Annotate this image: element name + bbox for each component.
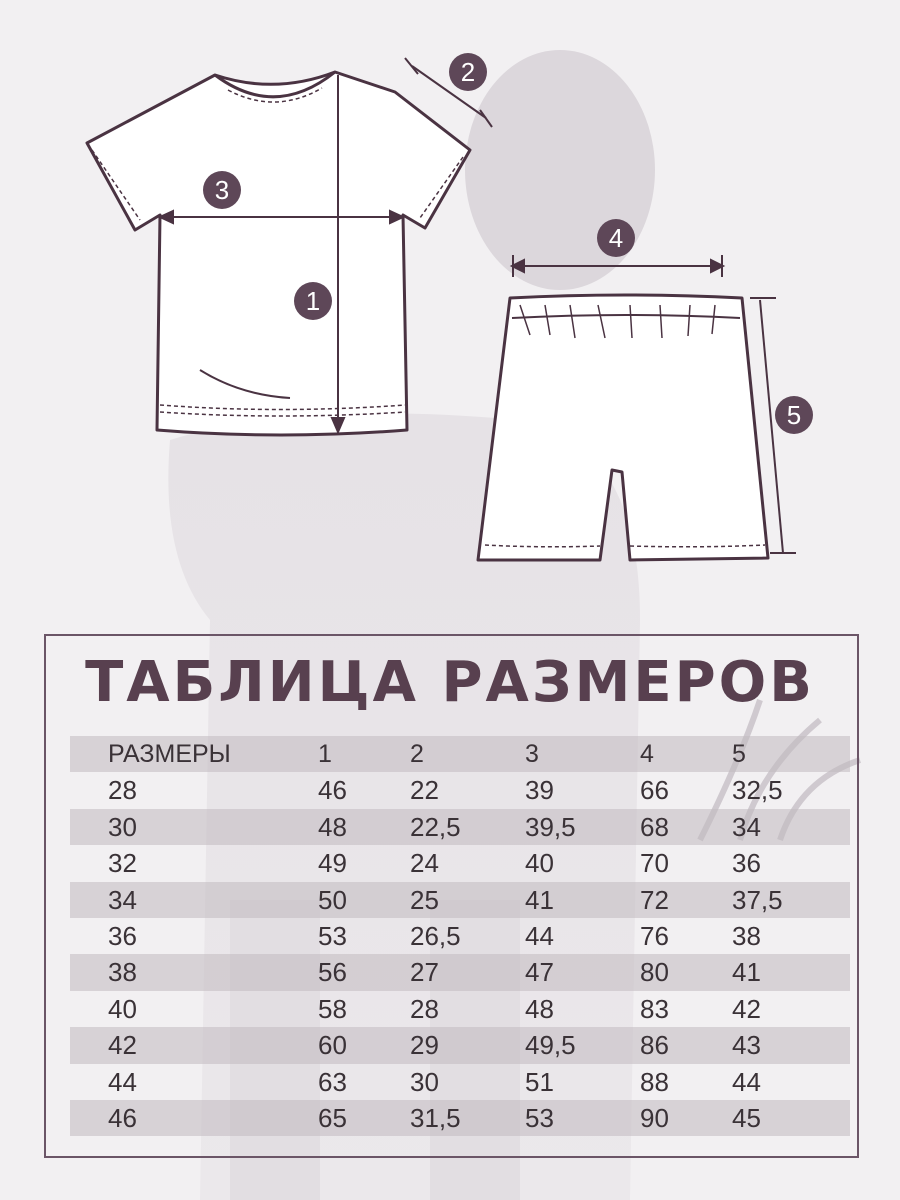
table-cell: 39 xyxy=(525,775,554,806)
table-cell: 63 xyxy=(318,1066,347,1097)
table-cell: 39,5 xyxy=(525,811,576,842)
table-cell: 30 xyxy=(410,1066,439,1097)
table-cell: 51 xyxy=(525,1066,554,1097)
table-cell: 58 xyxy=(318,993,347,1024)
table-cell: 41 xyxy=(525,884,554,915)
table-cell: 44 xyxy=(525,920,554,951)
table-cell: 48 xyxy=(525,993,554,1024)
table-cell: 24 xyxy=(410,848,439,879)
table-cell: 70 xyxy=(640,848,669,879)
measure-marker-3: 3 xyxy=(203,171,241,209)
table-cell: 30 xyxy=(108,811,137,842)
table-cell: 32 xyxy=(108,848,137,879)
table-row xyxy=(70,772,850,808)
table-row xyxy=(70,882,850,918)
table-cell: 49,5 xyxy=(525,1030,576,1061)
header-cell: 4 xyxy=(640,740,654,768)
table-cell: 65 xyxy=(318,1102,347,1133)
table-cell: 42 xyxy=(732,993,761,1024)
table-cell: 29 xyxy=(410,1030,439,1061)
table-header-row xyxy=(70,736,850,772)
table-cell: 68 xyxy=(640,811,669,842)
table-cell: 32,5 xyxy=(732,775,783,806)
table-cell: 44 xyxy=(732,1066,761,1097)
table-cell: 42 xyxy=(108,1030,137,1061)
header-cell: РАЗМЕРЫ xyxy=(108,740,231,768)
table-cell: 25 xyxy=(410,884,439,915)
table-cell: 72 xyxy=(640,884,669,915)
table-cell: 40 xyxy=(108,993,137,1024)
table-cell: 41 xyxy=(732,957,761,988)
header-cell: 3 xyxy=(525,740,539,768)
table-cell: 83 xyxy=(640,993,669,1024)
table-cell: 26,5 xyxy=(410,920,461,951)
measure-marker-5: 5 xyxy=(775,396,813,434)
table-cell: 38 xyxy=(732,920,761,951)
table-cell: 50 xyxy=(318,884,347,915)
header-cell: 2 xyxy=(410,740,424,768)
table-cell: 34 xyxy=(108,884,137,915)
table-cell: 22 xyxy=(410,775,439,806)
table-cell: 66 xyxy=(640,775,669,806)
table-cell: 28 xyxy=(410,993,439,1024)
table-row xyxy=(70,1027,850,1063)
table-cell: 80 xyxy=(640,957,669,988)
table-cell: 48 xyxy=(318,811,347,842)
table-cell: 56 xyxy=(318,957,347,988)
table-cell: 45 xyxy=(732,1102,761,1133)
size-table xyxy=(70,736,850,1136)
shorts-outline xyxy=(478,295,768,560)
table-row xyxy=(70,1100,850,1136)
measure-marker-4: 4 xyxy=(597,219,635,257)
measure-marker-2: 2 xyxy=(449,53,487,91)
table-cell: 22,5 xyxy=(410,811,461,842)
table-cell: 36 xyxy=(108,920,137,951)
table-cell: 38 xyxy=(108,957,137,988)
table-cell: 88 xyxy=(640,1066,669,1097)
table-cell: 34 xyxy=(732,811,761,842)
table-row xyxy=(70,845,850,881)
table-cell: 60 xyxy=(318,1030,347,1061)
tshirt-outline xyxy=(87,72,470,435)
table-cell: 47 xyxy=(525,957,554,988)
table-cell: 43 xyxy=(732,1030,761,1061)
table-cell: 46 xyxy=(108,1102,137,1133)
table-cell: 40 xyxy=(525,848,554,879)
measure-marker-1: 1 xyxy=(294,282,332,320)
table-cell: 53 xyxy=(318,920,347,951)
header-cell: 5 xyxy=(732,740,746,768)
table-cell: 36 xyxy=(732,848,761,879)
table-cell: 37,5 xyxy=(732,884,783,915)
table-row xyxy=(70,918,850,954)
table-row xyxy=(70,991,850,1027)
table-cell: 27 xyxy=(410,957,439,988)
table-cell: 46 xyxy=(318,775,347,806)
table-row xyxy=(70,809,850,845)
table-row xyxy=(70,1064,850,1100)
table-cell: 49 xyxy=(318,848,347,879)
size-table-title: ТАБЛИЦА РАЗМЕРОВ xyxy=(85,650,815,715)
table-cell: 90 xyxy=(640,1102,669,1133)
table-cell: 86 xyxy=(640,1030,669,1061)
table-cell: 28 xyxy=(108,775,137,806)
table-cell: 31,5 xyxy=(410,1102,461,1133)
header-cell: 1 xyxy=(318,740,332,768)
table-cell: 76 xyxy=(640,920,669,951)
table-cell: 44 xyxy=(108,1066,137,1097)
table-row xyxy=(70,954,850,990)
table-cell: 53 xyxy=(525,1102,554,1133)
